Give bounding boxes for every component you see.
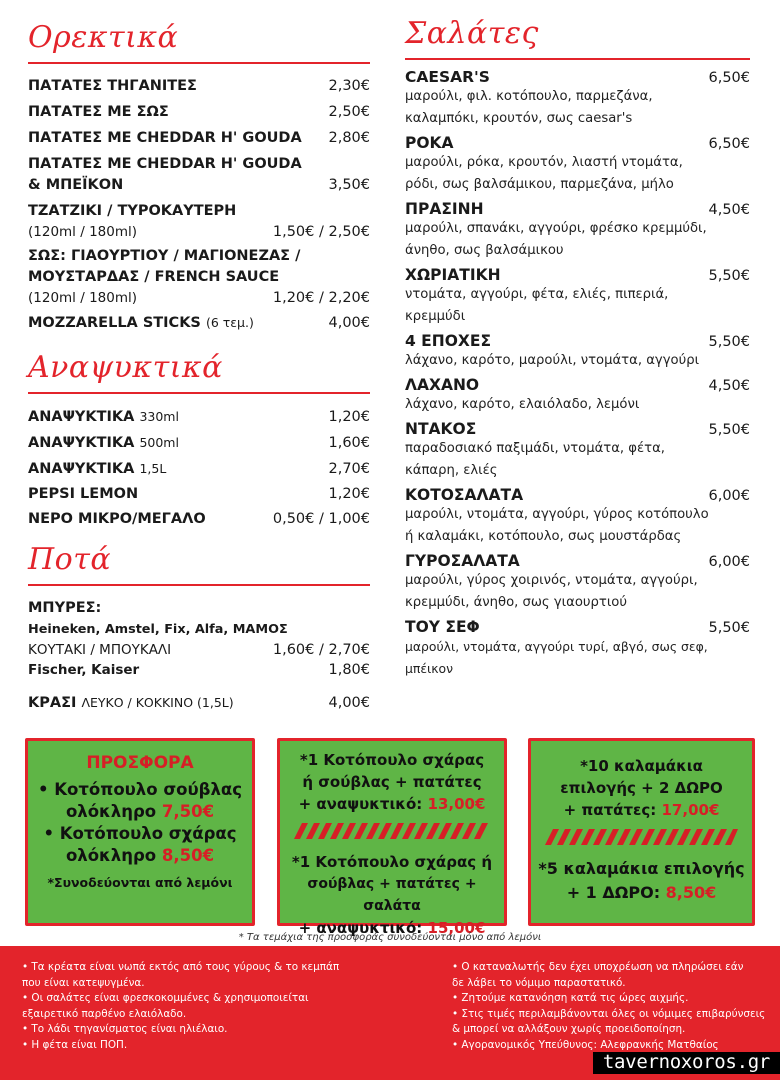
salad-item: ΚΟΤΟΣΑΛΑΤΑ 6,00€ μαρούλι, ντομάτα, αγγούρι, γύρος κοτόπουλο ή καλαμάκι, κοτόπουλο, σως μουστάρδας [405, 486, 750, 544]
offer-box-skewers: *10 καλαμάκια επιλογής + 2 ΔΩΡΟ + πατάτες: 17,00€ *5 καλαμάκια επιλογής + 1 ΔΩΡΟ: 8,50€ [528, 738, 755, 926]
beers-label: ΜΠΥΡΕΣ: [28, 600, 102, 616]
menu-item: ΠΑΤΑΤΕΣ ΜΕ CHEDDAR Η' GOUDA & ΜΠΕΪΚΟΝ 3,50€ [28, 156, 370, 193]
offer-footnote: * Τα τεμάχια της προσφοράς συνοδεύονται μόνο από λεμόνι [238, 932, 542, 943]
drinks-section [28, 540, 370, 714]
beer-brands: Heineken, Amstel, Fix, Alfa, ΜΑΜΟΣ [28, 622, 288, 637]
salad-item: ΛΑΧΑΝΟ 4,50€ λάχανο, καρότο, ελαιόλαδο, λεμόνι [405, 376, 750, 412]
zigzag-divider [294, 823, 490, 839]
beer-brands-2: Fischer, Kaiser 1,80€ [28, 662, 370, 678]
salads-title: Σαλάτες [405, 16, 539, 51]
footer-notes-right: • Ο καταναλωτής δεν έχει υποχρέωση να πληρώσει εάν δε λάβει το νόμιμο παραστατικό. • Ζητούμε κατανόηση κατά τις ώρες αιχμής. • Στις τιμές περιλαμβάνονται όλες οι νόμιμες επιβαρύνσεις & μπορεί να αλλάξουν χωρίς προειδοποίηση. • Αγορανομικός Υπεύθυνος: Αλεφρανκής Ματθαίος [452, 961, 766, 1051]
appetizers-section [28, 18, 370, 334]
beer-sizes: ΚΟΥΤΑΚΙ / ΜΠΟΥΚΑΛΙ 1,60€ / 2,70€ [28, 642, 370, 658]
soft-drinks-title: Αναψυκτικά [28, 350, 223, 385]
menu-item: MOZZARELLA STICKS (6 τεμ.) 4,00€ [28, 315, 370, 331]
brand-watermark: tavernoxoros.gr [593, 1052, 780, 1074]
salads-divider [405, 58, 750, 60]
footer-notes-left: • Τα κρέατα είναι νωπά εκτός από τους γύρους & το κεμπάπ που είναι κατεψυγμένα. • Οι σαλάτες είναι φρεσκοκομμένες & χρησιμοποιείται εξαιρετικό παρθένο ελαιόλαδο. • Το λάδι τηγανίσματος είναι ηλιέλαιο. • Η φέτα είναι ΠΟΠ. [22, 961, 340, 1051]
menu-item: ΑΝΑΨΥΚΤΙΚΑ 330ml 1,20€ [28, 409, 370, 425]
salad-item: ΓΥΡΟΣΑΛΑΤΑ 6,00€ μαρούλι, γύρος χοιρινός, ντομάτα, αγγούρι, κρεμμύδι, άνηθο, σως γιαουρτιού [405, 552, 750, 610]
salad-item: ΝΤΑΚΟΣ 5,50€ παραδοσιακό παξιμάδι, ντομάτα, φέτα, κάπαρη, ελιές [405, 420, 750, 478]
soft-drinks-divider [28, 392, 370, 394]
menu-item: ΑΝΑΨΥΚΤΙΚΑ 500ml 1,60€ [28, 435, 370, 451]
salad-item: ΡΟΚΑ 6,50€ μαρούλι, ρόκα, κρουτόν, λιαστή ντομάτα, ρόδι, σως βαλσάμικου, παρμεζάνα, μήλο [405, 134, 750, 192]
menu-item: ΑΝΑΨΥΚΤΙΚΑ 1,5L 2,70€ [28, 461, 370, 477]
appetizers-title: Ορεκτικά [28, 20, 179, 55]
footer [0, 946, 780, 1080]
offer-heading: ΠΡΟΣΦΟΡΑ [86, 753, 194, 773]
menu-item: PEPSI LEMON 1,20€ [28, 486, 370, 502]
offers-panel [25, 738, 755, 937]
menu-item: ΠΑΤΑΤΕΣ ΜΕ CHEDDAR Η' GOUDA 2,80€ [28, 130, 370, 146]
appetizers-divider [28, 62, 370, 64]
salads-section [405, 14, 750, 684]
salad-item: 4 ΕΠΟΧΕΣ 5,50€ λάχανο, καρότο, μαρούλι, ντομάτα, αγγούρι [405, 332, 750, 368]
drinks-title: Ποτά [28, 542, 112, 577]
menu-item: ΣΩΣ: ΓΙΑΟΥΡΤΙΟΥ / ΜΑΓΙΟΝΕΖΑΣ / ΜΟΥΣΤΑΡΔΑΣ / FRENCH SAUCE (120ml / 180ml) 1,20€ / 2,20€ [28, 248, 370, 306]
menu-item: ΠΑΤΑΤΕΣ ΤΗΓΑΝΙΤΕΣ 2,30€ [28, 78, 370, 94]
salad-item: CAESAR'S 6,50€ μαρούλι, φιλ. κοτόπουλο, παρμεζάνα, καλαμπόκι, κρουτόν, σως caesar's [405, 68, 750, 126]
drinks-divider [28, 584, 370, 586]
wine-item: ΚΡΑΣΙ ΛΕΥΚΟ / ΚΟΚΚΙΝΟ (1,5L) 4,00€ [28, 695, 370, 711]
offer-box-whole-chicken: ΠΡΟΣΦΟΡΑ • Κοτόπουλο σούβλας ολόκληρο 7,50€ • Κοτόπουλο σχάρας ολόκληρο 8,50€ *Συνοδεύονται από λεμόνι [25, 738, 255, 926]
menu-item: ΤΖΑΤΖΙΚΙ / ΤΥΡΟΚΑΥΤΕΡΗ (120ml / 180ml) 1,50€ / 2,50€ [28, 203, 370, 240]
salad-item: ΧΩΡΙΑΤΙΚΗ 5,50€ ντομάτα, αγγούρι, φέτα, ελιές, πιπεριά, κρεμμύδι [405, 266, 750, 324]
soft-drinks-section [28, 348, 370, 530]
salad-item: ΠΡΑΣΙΝΗ 4,50€ μαρούλι, σπανάκι, αγγούρι, φρέσκο κρεμμύδι, άνηθο, σως βαλσάμικου [405, 200, 750, 258]
offer-box-chicken-combos: *1 Κοτόπουλο σχάρας ή σούβλας + πατάτες + αναψυκτικό: 13,00€ *1 Κοτόπουλο σχάρας ή σούβλας + πατάτες + σαλάτα + αναψυκτικό: 15,00€ [277, 738, 507, 926]
zigzag-divider [545, 829, 738, 845]
menu-item: ΝΕΡΟ ΜΙΚΡΟ/ΜΕΓΑΛΟ 0,50€ / 1,00€ [28, 511, 370, 527]
menu-item: ΠΑΤΑΤΕΣ ΜΕ ΣΩΣ 2,50€ [28, 104, 370, 120]
salad-item: ΤΟΥ ΣΕΦ 5,50€ μαρούλι, ντομάτα, αγγούρι τυρί, αβγό, σως σεφ, μπέικον [405, 618, 750, 676]
